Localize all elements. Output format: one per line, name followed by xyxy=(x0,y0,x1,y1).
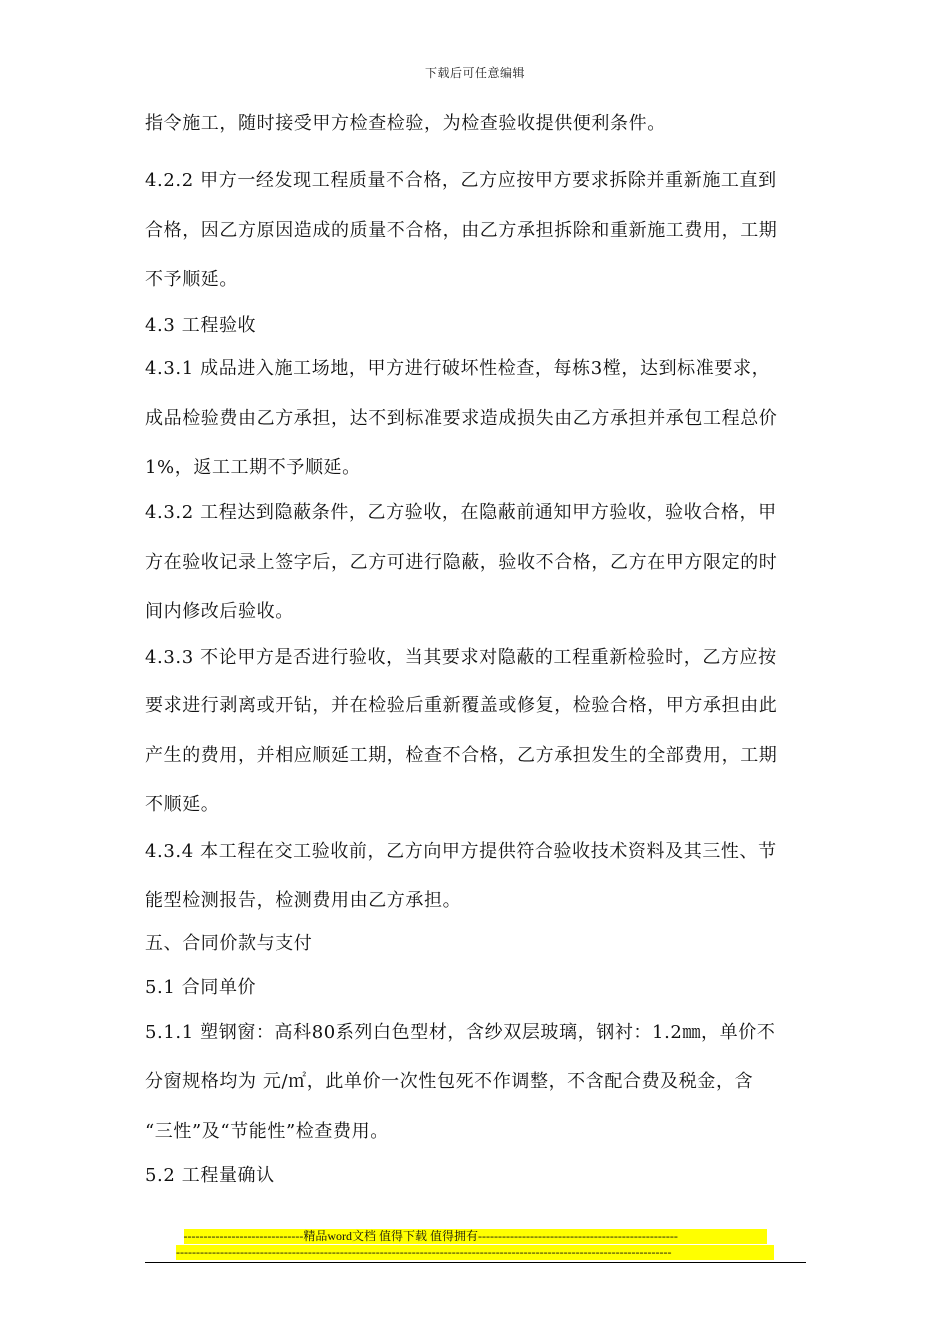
body-line: 合格，因乙方原因造成的质量不合格，由乙方承担拆除和重新施工费用，工期 xyxy=(145,220,778,241)
footer-banner xyxy=(0,1229,950,1244)
section-heading: 4.3 工程验收 xyxy=(145,315,257,336)
body-line: 4.2.2 甲方一经发现工程质量不合格，乙方应按甲方要求拆除并重新施工直到 xyxy=(145,170,777,191)
footer-banner-dashes xyxy=(0,1245,950,1260)
body-line: 5.1.1 塑钢窗：高科80系列白色型材，含纱双层玻璃，钢衬：1.2㎜，单价不 xyxy=(145,1022,776,1043)
body-line: 分窗规格均为 元/㎡，此单价一次性包死不作调整，不含配合费及税金，含 xyxy=(145,1071,754,1092)
body-line: 4.3.2 工程达到隐蔽条件，乙方验收，在隐蔽前通知甲方验收，验收合格，甲 xyxy=(145,502,777,523)
body-line: 要求进行剥离或开钻，并在检验后重新覆盖或修复，检验合格，甲方承担由此 xyxy=(145,695,778,716)
footer-banner-text: ------------------------------精品word文档 值得下载 值得拥有-------------------------------------------------- xyxy=(184,1229,767,1244)
section-heading: 5.1 合同单价 xyxy=(145,977,257,998)
body-line: 4.3.4 本工程在交工验收前，乙方向甲方提供符合验收技术资料及其三性、节 xyxy=(145,841,777,862)
body-line: 成品检验费由乙方承担，达不到标准要求造成损失由乙方承担并承包工程总价 xyxy=(145,408,778,429)
chapter-heading: 五、合同价款与支付 xyxy=(145,933,313,954)
footer-dash-line: ---------------------------------------------------------------------------------------------------------------------------- xyxy=(176,1245,774,1260)
body-line: 方在验收记录上签字后，乙方可进行隐蔽，验收不合格，乙方在甲方限定的时 xyxy=(145,552,778,573)
body-line: “三性”及“节能性”检查费用。 xyxy=(145,1121,389,1142)
footer-rule xyxy=(145,1262,806,1263)
page-header: 下载后可任意编辑 xyxy=(424,66,525,80)
body-line: 间内修改后验收。 xyxy=(145,601,294,622)
body-line: 4.3.1 成品进入施工场地，甲方进行破坏性检查，每栋3樘，达到标准要求， xyxy=(145,358,771,379)
body-line: 4.3.3 不论甲方是否进行验收，当其要求对隐蔽的工程重新检验时，乙方应按 xyxy=(145,647,777,668)
body-line: 不予顺延。 xyxy=(145,269,238,290)
section-heading: 5.2 工程量确认 xyxy=(145,1165,275,1186)
body-line: 指令施工，随时接受甲方检查检验，为检查验收提供便利条件。 xyxy=(145,113,666,134)
body-line: 不顺延。 xyxy=(145,794,220,815)
body-line: 能型检测报告，检测费用由乙方承担。 xyxy=(145,890,462,911)
body-line: 产生的费用，并相应顺延工期，检查不合格，乙方承担发生的全部费用，工期 xyxy=(145,745,778,766)
body-line: 1%，返工工期不予顺延。 xyxy=(145,457,361,478)
